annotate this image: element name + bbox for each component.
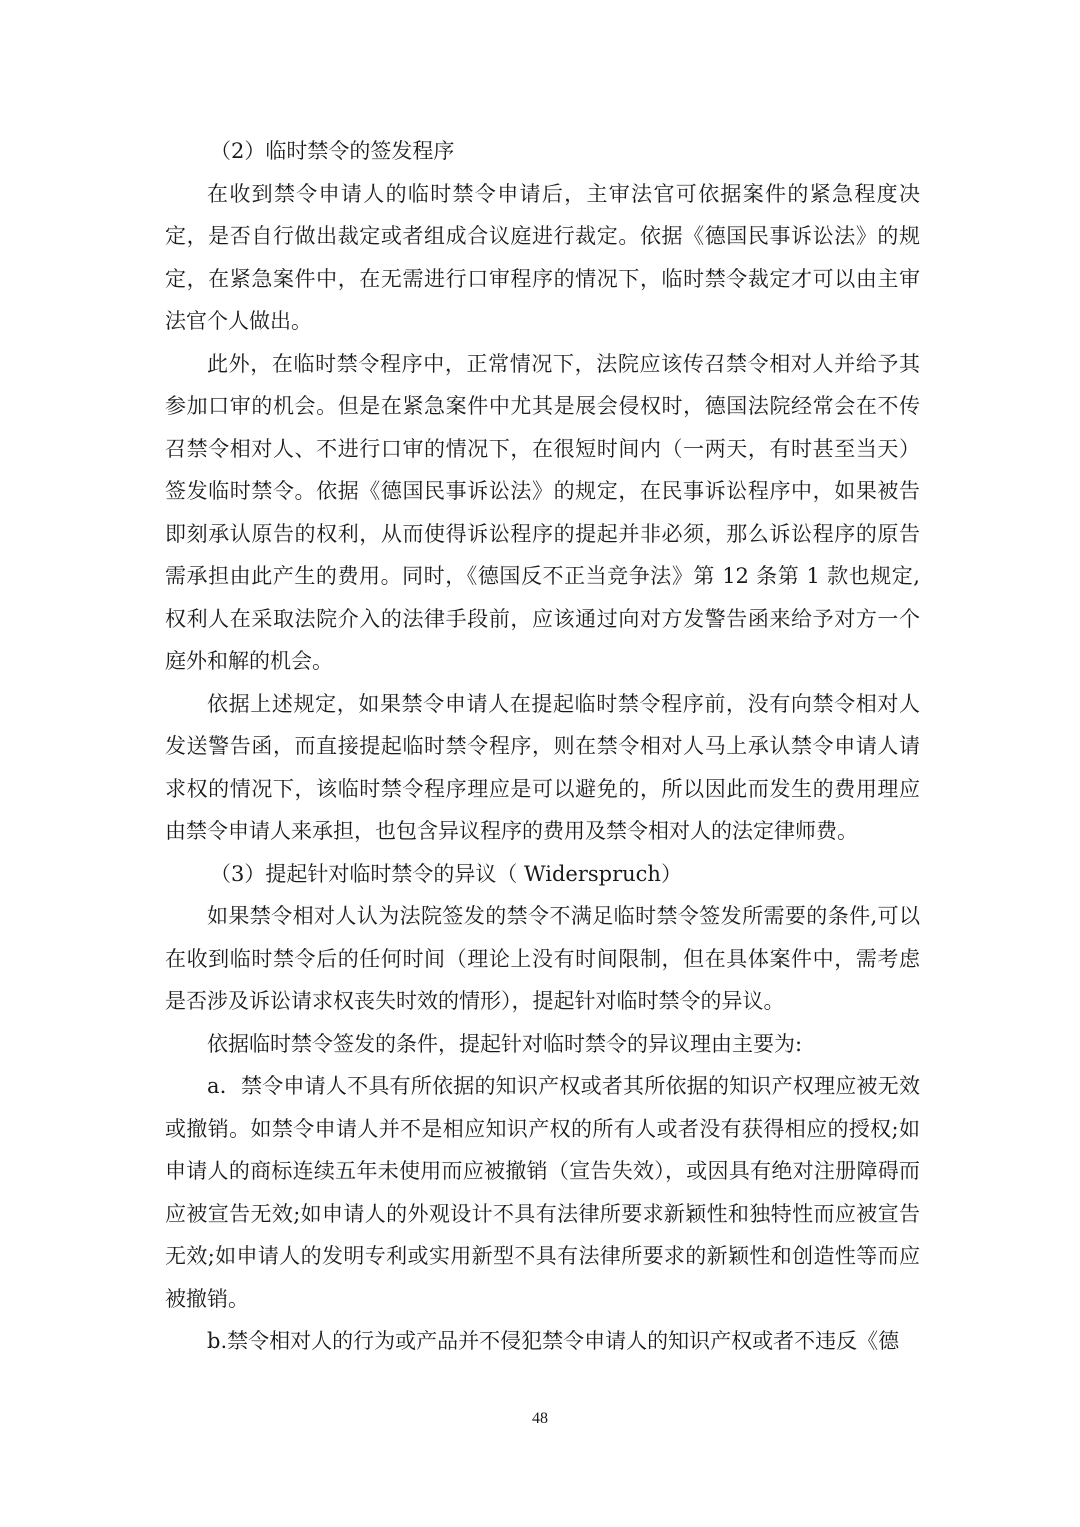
- page-number: 48: [532, 1410, 548, 1427]
- section-heading: （2）临时禁令的签发程序: [210, 139, 455, 163]
- document-body: [165, 130, 920, 1363]
- body-paragraph: 依据上述规定，如果禁令申请人在提起临时禁令程序前，没有向禁令相对人发送警告函，而直接提起临时禁令程序，则在禁令相对人马上承认禁令申请人请求权的情况下，该临时禁令程序理应是可以避免的，所以因此而发生的费用理应由禁令申请人来承担，也包含异议程序的费用及禁令相对人的法定律师费。: [165, 691, 920, 843]
- body-paragraph: 此外，在临时禁令程序中，正常情况下，法院应该传召禁令相对人并给予其参加口审的机会。但是在紧急案件中尤其是展会侵权时，德国法院经常会在不传召禁令相对人、不进行口审的情况下，在很短时间内（一两天，有时甚至当天）签发临时禁令。依据《德国民事诉讼法》的规定，在民事诉讼程序中，如果被告即刻承认原告的权利，从而使得诉讼程序的提起并非必须，那么诉讼程序的原告需承担由此产生的费用。同时，《德国反不正当竞争法》第 12 条第 1 款也规定,权利人在采取法院介入的法律手段前，应该通过向对方发警告函来给予对方一个庭外和解的机会。: [165, 351, 920, 673]
- section-heading: （3）提起针对临时禁令的异议（ Widerspruch）: [210, 861, 682, 886]
- body-paragraph: 在收到禁令申请人的临时禁令申请后，主审法官可依据案件的紧急程度决定，是否自行做出裁定或者组成合议庭进行裁定。依据《德国民事诉讼法》的规定，在紧急案件中，在无需进行口审程序的情况下，临时禁令裁定才可以由主审法官个人做出。: [165, 181, 920, 333]
- body-paragraph: a．禁令申请人不具有所依据的知识产权或者其所依据的知识产权理应被无效或撤销。如禁令申请人并不是相应知识产权的所有人或者没有获得相应的授权;如申请人的商标连续五年未使用而应被撤销（宣告失效），或因具有绝对注册障碍而应被宣告无效;如申请人的外观设计不具有法律所要求新颖性和独特性而应被宣告无效;如申请人的发明专利或实用新型不具有法律所要求的新颖性和创造性等而应被撤销。: [165, 1074, 920, 1311]
- body-paragraph: b.禁令相对人的行为或产品并不侵犯禁令申请人的知识产权或者不违反《德: [207, 1329, 900, 1353]
- body-paragraph: 如果禁令相对人认为法院签发的禁令不满足临时禁令签发所需要的条件,可以在收到临时禁令后的任何时间（理论上没有时间限制，但在具体案件中，需考虑是否涉及诉讼请求权丧失时效的情形），提起针对临时禁令的异议。: [165, 904, 920, 1013]
- body-paragraph: 依据临时禁令签发的条件，提起针对临时禁令的异议理由主要为:: [207, 1031, 803, 1056]
